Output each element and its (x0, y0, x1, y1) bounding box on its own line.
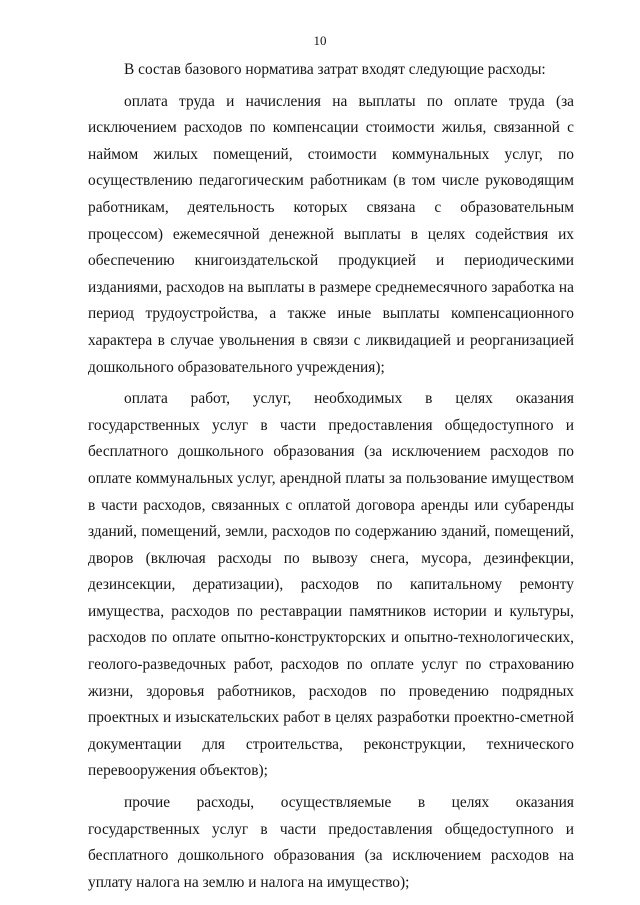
document-body (88, 57, 574, 896)
paragraph-labor-costs: оплата труда и начисления на выплаты по оплате труда (за исключением расходов по компенсации стоимости жилья, связанной с наймом жилых помещений, стоимости коммунальных услуг, по осуществлению педагогическим работникам (в том числе руководящим работникам, деятельность которых связана с образовательным процессом) ежемесячной денежной выплаты в целях содействия их обеспечению книгоиздательской продукцией и периодическими изданиями, расходов на выплаты в размере среднемесячного заработка на период трудоустройства, а также иные выплаты компенсационного характера в случае увольнения в связи с ликвидацией и реорганизацией дошкольного образовательного учреждения); (88, 92, 574, 376)
page-number: 10 (313, 33, 327, 48)
paragraph-other-costs: прочие расходы, осуществляемые в целях оказания государственных услуг в части предоставления общедоступного и бесплатного дошкольного образования (за исключением расходов на уплату налога на землю и налога на имущество); (88, 794, 574, 891)
paragraph-services-costs: оплата работ, услуг, необходимых в целях оказания государственных услуг в части предоставления общедоступного и бесплатного дошкольного образования (за исключением расходов по оплате коммунальных услуг, арендной платы за пользование имуществом в части расходов, связанных с оплатой договора аренды или субаренды зданий, помещений, земли, расходов по содержанию зданий, помещений, дворов (включая расходы по вывозу снега, мусора, дезинфекции, дезинсекции, дератизации), расходов по капитальному ремонту имущества, расходов по реставрации памятников истории и культуры, расходов по оплате опытно-конструкторских и опытно-технологических, геолого-разведочных работ, расходов по оплате услуг по страхованию жизни, здоровья работников, расходов по проведению подрядных проектных и изыскательских работ в целях разработки проектно-сметной документации для строительства, реконструкции, технического перевооружения объектов); (88, 390, 574, 780)
paragraph-intro: В состав базового норматива затрат входят следующие расходы: (124, 61, 546, 78)
